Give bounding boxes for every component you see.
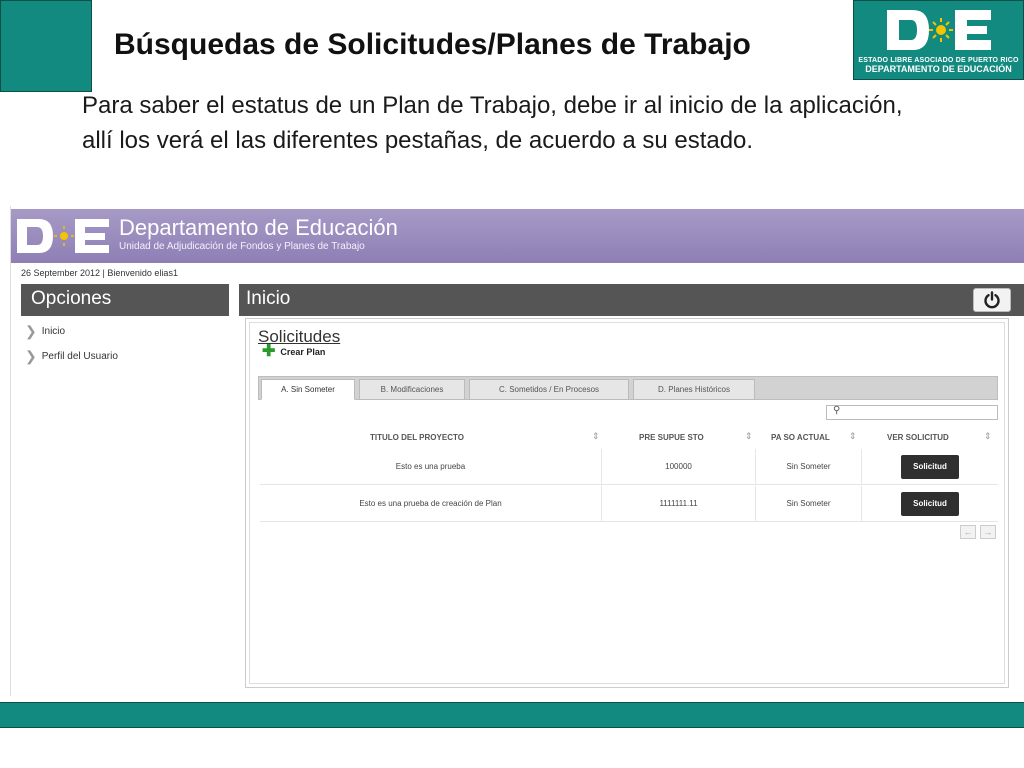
- column-header-title[interactable]: TITULO DEL PROYECTO: [370, 433, 464, 442]
- view-solicitud-button[interactable]: Solicitud: [901, 492, 959, 516]
- cell-step: Sin Someter: [756, 486, 862, 521]
- search-icon: ⚲: [833, 405, 841, 416]
- arrow-left-icon: ←: [963, 527, 973, 537]
- arrow-right-icon: →: [983, 527, 993, 537]
- tab-modificaciones[interactable]: B. Modificaciones: [359, 379, 465, 400]
- tab-planes-historicos[interactable]: D. Planes Históricos: [633, 379, 755, 400]
- chevron-right-icon: ❯: [25, 348, 37, 364]
- sort-icon[interactable]: ⇕: [745, 431, 753, 441]
- app-screenshot: [10, 206, 1024, 696]
- view-solicitud-button[interactable]: Solicitud: [901, 455, 959, 479]
- column-header-budget[interactable]: PRE SUPUE STO: [639, 433, 704, 442]
- decorative-teal-square: [0, 0, 92, 92]
- date-welcome-line: 26 September 2012 | Bienvenido elias1: [21, 268, 178, 278]
- plus-icon: ✚: [262, 343, 276, 360]
- app-logo-icon: [15, 215, 111, 262]
- create-plan-button[interactable]: [262, 343, 326, 360]
- tab-sometidos[interactable]: C. Sometidos / En Procesos: [469, 379, 629, 400]
- tabs-bar: [258, 376, 998, 400]
- app-subtitle: Unidad de Adjudicación de Fondos y Planes de Trabajo: [119, 241, 365, 252]
- sidebar-item-inicio[interactable]: [25, 323, 65, 340]
- search-input[interactable]: [826, 405, 998, 420]
- logo-text-line2: DEPARTAMENTO DE EDUCACIÓN: [865, 64, 1012, 74]
- sidebar-item-perfil[interactable]: [25, 348, 118, 365]
- intro-paragraph: Para saber el estatus de un Plan de Trabajo, debe ir al inicio de la aplicación, allí los verá el las diferentes pestañas, de acuerdo a su estado.: [82, 92, 903, 154]
- section-title: Solicitudes: [258, 327, 341, 346]
- sort-icon[interactable]: ⇕: [984, 431, 992, 441]
- app-header: [11, 209, 1024, 263]
- chevron-right-icon: ❯: [25, 323, 37, 339]
- create-plan-label: Crear Plan: [280, 347, 326, 357]
- cell-title: Esto es una prueba de creación de Plan: [260, 486, 602, 521]
- cell-step: Sin Someter: [756, 449, 862, 484]
- de-logo-mark: [858, 5, 1019, 55]
- cell-title: Esto es una prueba: [260, 449, 602, 484]
- column-header-step[interactable]: PA SO ACTUAL: [771, 433, 830, 442]
- cell-budget: 1111111.11: [602, 486, 756, 521]
- sort-icon[interactable]: ⇕: [849, 431, 857, 441]
- power-icon: [982, 290, 1002, 310]
- bottom-teal-band: [0, 702, 1024, 728]
- previous-page-button[interactable]: [960, 525, 976, 539]
- sidebar-item-label: Inicio: [41, 326, 66, 337]
- panel-inner: [249, 322, 1005, 684]
- logout-button[interactable]: [973, 288, 1011, 312]
- app-name: Departamento de Educación: [119, 215, 398, 240]
- next-page-button[interactable]: [980, 525, 996, 539]
- sort-icon[interactable]: ⇕: [592, 431, 600, 441]
- slide-title: Búsquedas de Solicitudes/Planes de Trabajo: [114, 28, 751, 61]
- cell-action: [862, 486, 998, 521]
- column-header-view[interactable]: VER SOLICITUD: [887, 433, 949, 442]
- table-row: [260, 449, 998, 485]
- sidebar-title: Opciones: [21, 284, 229, 316]
- table-row: [260, 486, 998, 522]
- cell-action: [862, 449, 998, 484]
- logo-text-line1: ESTADO LIBRE ASOCIADO DE PUERTO RICO: [858, 57, 1019, 64]
- tab-sin-someter[interactable]: A. Sin Someter: [261, 379, 355, 400]
- sidebar-item-label: Perfil del Usuario: [41, 351, 118, 362]
- main-title-bar: [239, 284, 1024, 316]
- main-title: Inicio: [246, 288, 291, 309]
- cell-budget: 100000: [602, 449, 756, 484]
- de-logo: [853, 0, 1024, 80]
- solicitudes-panel: [245, 318, 1009, 688]
